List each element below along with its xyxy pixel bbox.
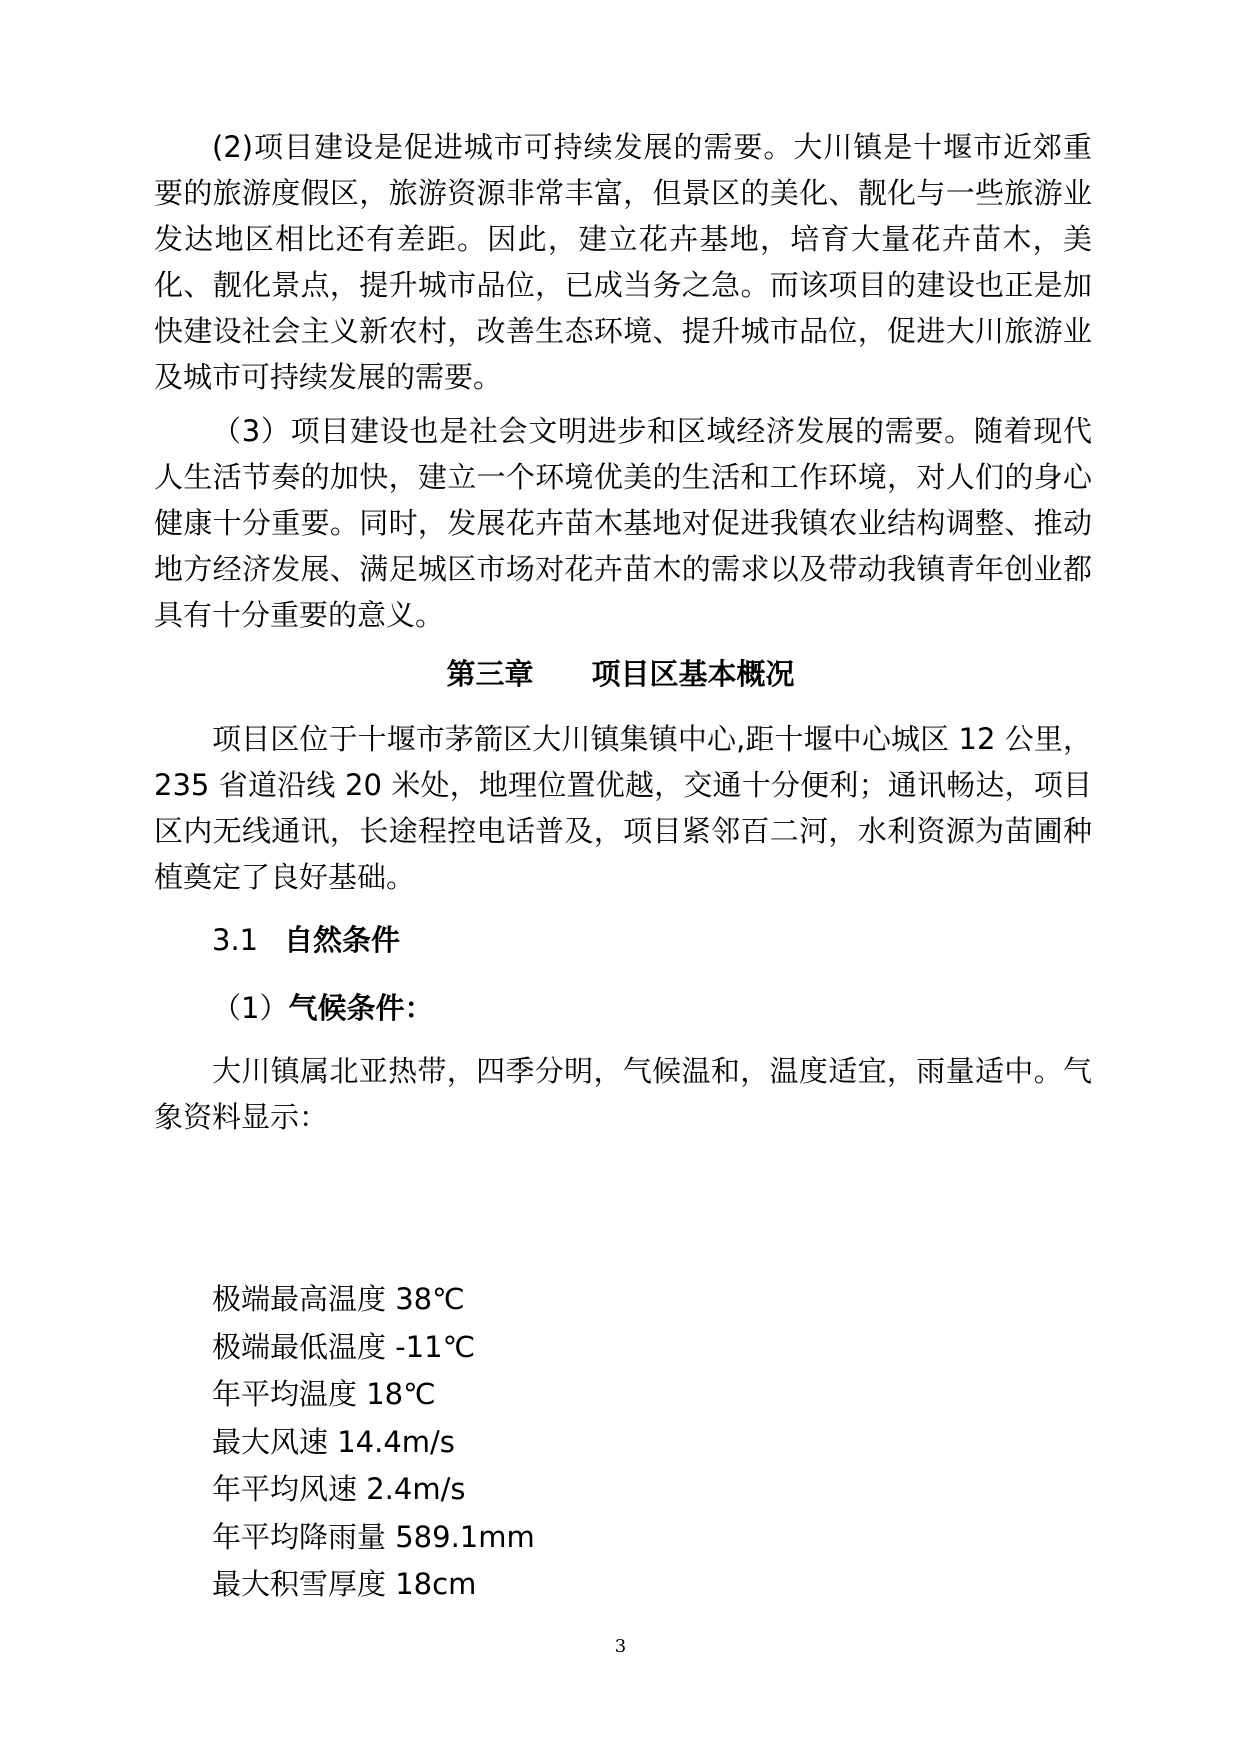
climate-data-item: 年平均风速 2.4m/s — [212, 1472, 466, 1506]
chapter-heading — [0, 652, 1241, 693]
climate-data-item: 极端最高温度 38℃ — [212, 1282, 465, 1316]
paragraph-location: 项目区位于十堰市茅箭区大川镇集镇中心,距十堰中心城区 12 公里，235 省道沿线 20 米处，地理位置优越，交通十分便利；通讯畅达，项目区内无线通讯，长途程控电话普及，项目紧邻百二河，水利资源为苗圃种植奠定了良好基础。 — [154, 722, 1092, 894]
chapter-number: 第三章 — [446, 657, 534, 691]
climate-data-item: 最大积雪厚度 18cm — [212, 1567, 477, 1601]
climate-data-item: 年平均温度 18℃ — [212, 1377, 436, 1411]
climate-data-item: 极端最低温度 -11℃ — [212, 1329, 476, 1364]
subsection-number: （1） — [212, 991, 289, 1025]
section-number: 3.1 — [212, 923, 259, 957]
section-heading — [212, 918, 400, 959]
page-number: 3 — [614, 1636, 627, 1657]
paragraph-project-social-economic: （3）项目建设也是社会文明进步和区域经济发展的需要。随着现代人生活节奏的加快，建立一个环境优美的生活和工作环境，对人们的身心健康十分重要。同时，发展花卉苗木基地对促进我镇农业结构调整、推动地方经济发展、满足城区市场对花卉苗木的需求以及带动我镇青年创业都具有十分重要的意义。 — [154, 414, 1092, 632]
climate-data-list — [212, 1276, 535, 1609]
subsection-title: 气候条件： — [288, 991, 434, 1025]
climate-data-item: 年平均降雨量 589.1mm — [212, 1519, 535, 1554]
subsection-heading — [212, 986, 433, 1027]
climate-data-item: 最大风速 14.4m/s — [212, 1424, 455, 1459]
section-title: 自然条件 — [284, 923, 401, 957]
paragraph-climate: 大川镇属北亚热带，四季分明，气候温和，温度适宜，雨量适中。气象资料显示： — [154, 1054, 1092, 1134]
chapter-title: 项目区基本概况 — [591, 657, 795, 691]
paragraph-project-urban-development: (2)项目建设是促进城市可持续发展的需要。大川镇是十堰市近郊重要的旅游度假区，旅游资源非常丰富，但景区的美化、靓化与一些旅游业发达地区相比还有差距。因此，建立花卉基地，培育大量花卉苗木，美化、靓化景点，提升城市品位，已成当务之急。而该项目的建设也正是加快建设社会主义新农村，改善生态环境、提升城市品位，促进大川旅游业及城市可持续发展的需要。 — [154, 130, 1092, 394]
